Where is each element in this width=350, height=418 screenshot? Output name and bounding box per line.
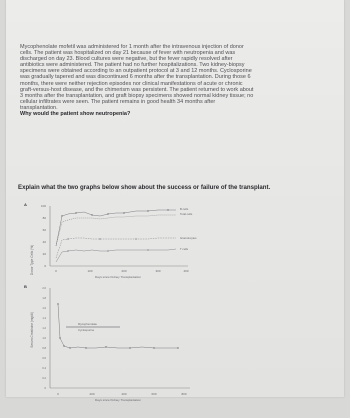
- panel-a-trace-t-cells: [56, 249, 176, 262]
- panel-b-xtick: 800: [181, 392, 187, 396]
- paragraph-line: cellular infiltrates were seen. The patient remains in good health 34 months after: [20, 98, 216, 105]
- panel-a-series-label: Total cells: [180, 212, 193, 216]
- paragraph-line: 3 months after the transplantation, and graft biopsy specimens showed normal kidney tissue; no: [20, 92, 254, 99]
- paragraph-line: was gradually tapered and was discontinued 6 months after the transplantation. During those 6: [20, 74, 251, 81]
- panel-a-xtick: 400: [183, 269, 189, 273]
- panel-a-xlabel: Days since Kidney Transplantation: [94, 275, 142, 279]
- panel-b-ytick: 1.2: [42, 327, 46, 330]
- paragraph-line: specimens were obtained according to an outpatient protocol at 3 and 12 months. Cyclosporine: [20, 68, 252, 75]
- panel-a-trace-b-cells: [56, 210, 176, 246]
- panel-b-ytick: 0.8: [42, 347, 46, 350]
- figure: [6, 196, 344, 418]
- panel-a-trace-granulocytes: [56, 238, 176, 258]
- panel-b-ytick: 1.8: [42, 297, 46, 300]
- panel-a-xtick: 100: [87, 269, 93, 273]
- panel-a-ylabel: Donor Type Cells (%): [30, 244, 34, 276]
- panel-b-xlabel: Days since Kidney Transplantation: [94, 398, 142, 402]
- paragraph-line: transplantation.: [20, 104, 58, 111]
- panel-a-ytick: 40: [42, 240, 46, 244]
- panel-a-ytick: 60: [42, 228, 46, 232]
- paragraph-line: graft-versus-host disease, and the chimerism was persistent. The patient returned to work about: [20, 86, 254, 93]
- panel-b-ytick: 1.4: [42, 317, 46, 320]
- panel-b-ytick: 0.2: [42, 377, 46, 380]
- panel-b-ytick: 1.6: [42, 307, 46, 310]
- panel-a-series-label: T cells: [180, 247, 189, 251]
- panel-a-ytick: 80: [42, 216, 46, 220]
- panel-b-ytick: 1.0: [42, 337, 46, 340]
- paragraph-line: cells. The patient was hospitalized on day 21 because of fever with neutropenia and was: [20, 50, 236, 57]
- panel-a-trace-total-cells: [56, 215, 176, 246]
- panel-a-ytick: 100: [40, 204, 46, 208]
- panel-b-ytick: 0.6: [42, 357, 46, 360]
- panel-a-series-label: B cells: [180, 207, 189, 211]
- paragraph-line: months, there were neither rejection episodes nor clinical manifestations of acute or chronic: [20, 80, 243, 87]
- panel-b-series-label: Cyclosporine: [78, 328, 95, 332]
- panel-b-ytick: 2.0: [42, 287, 46, 290]
- neutropenia-question: Why would the patient show neutropenia?: [20, 111, 131, 118]
- panel-b-ytick: 0: [44, 387, 46, 390]
- worksheet-page: [6, 0, 344, 402]
- paragraph-line: discharged on day 23. Blood cultures were negative, but the fever rapidly resolved after: [20, 56, 233, 63]
- panel-a-xtick: 300: [155, 269, 161, 273]
- graph-prompt: Explain what the two graphs below show about the success or failure of the transplant.: [18, 184, 271, 191]
- panel-b-xtick: 200: [89, 392, 95, 396]
- paragraph-line: antibiotics were administered. The patient had no further hospitalizations. Two kidney-biopsy: [20, 62, 245, 69]
- panel-a-xtick: 200: [121, 269, 127, 273]
- panel-a-label: A: [24, 202, 27, 207]
- panel-b-series-label: Mycophenolate: [78, 322, 97, 326]
- panel-a-ytick: 20: [42, 252, 46, 256]
- panel-b-creatinine-trace: [58, 304, 178, 348]
- panel-b-ylabel: Serum Creatinine (mg/dl): [30, 312, 34, 348]
- case-paragraph: [20, 44, 320, 117]
- paragraph-line: Mycophenolate mofetil was administered for 1 month after the intravenous injection of donor: [20, 44, 244, 50]
- panel-a-ytick: 0: [44, 264, 46, 268]
- panel-a-series-label: Granulocytes: [180, 236, 197, 240]
- panel-b-xtick: 0: [57, 392, 59, 396]
- panel-a-xtick: 0: [55, 269, 57, 273]
- panel-b-xtick: 600: [151, 392, 157, 396]
- panel-b-ytick: 0.4: [42, 367, 46, 370]
- panel-b-label: B: [24, 284, 27, 289]
- panel-b-xtick: 400: [121, 392, 127, 396]
